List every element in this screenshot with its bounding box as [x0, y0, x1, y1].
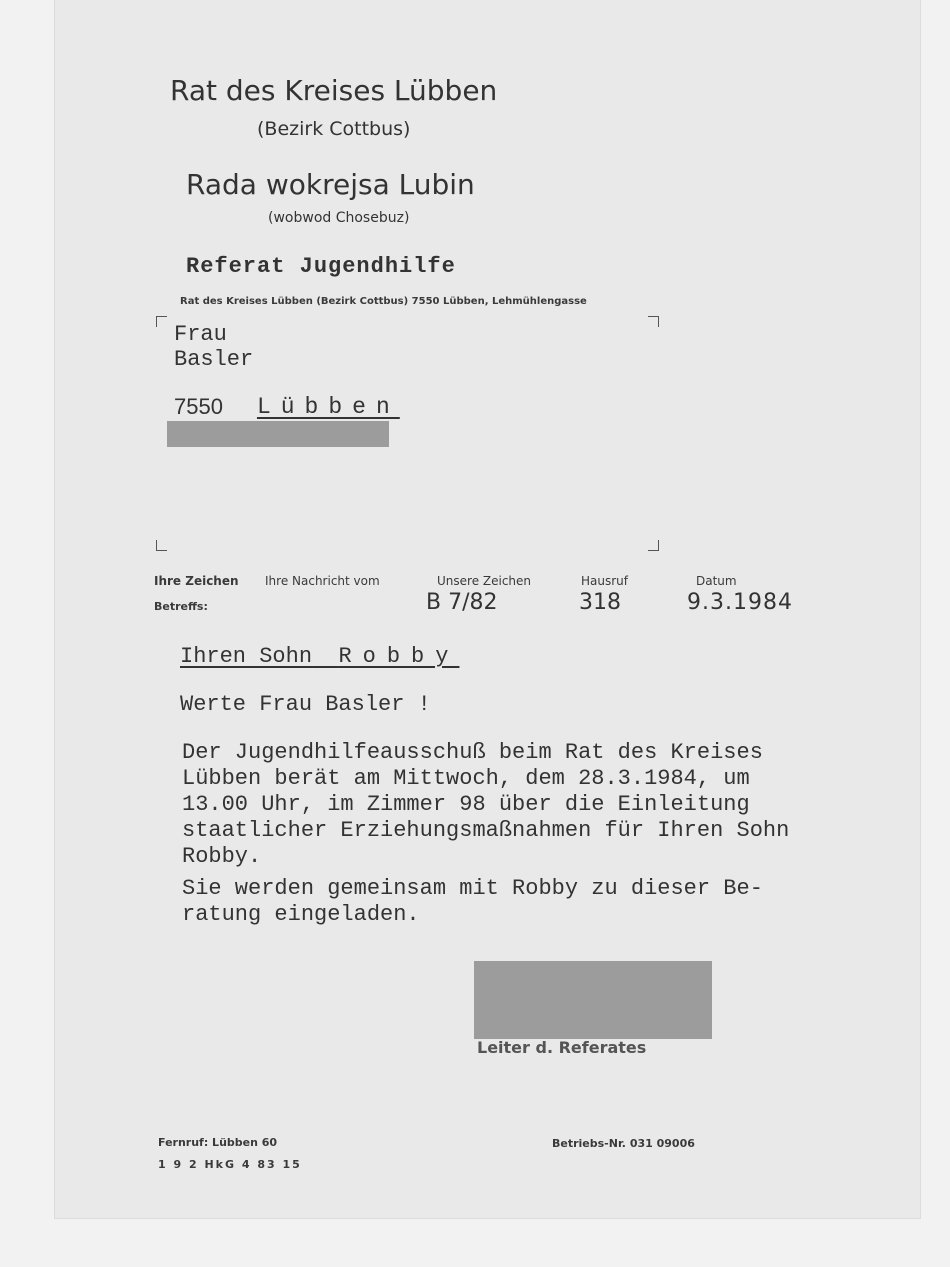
- subject-plain: Ihren Sohn: [180, 644, 313, 669]
- datum-value: 9.3.1984: [687, 590, 793, 615]
- letter-paragraph-1: [182, 740, 902, 870]
- district-sorbian: (wobwod Chosebuz): [268, 210, 410, 226]
- letter-salutation: Werte Frau Basler !: [180, 692, 431, 717]
- paragraph-line: Sie werden gemeinsam mit Robby zu dieser Be-: [182, 876, 763, 901]
- address-corner-mark: [648, 316, 659, 327]
- unsere-zeichen-value: B 7/82: [426, 590, 498, 615]
- address-corner-mark: [156, 540, 167, 551]
- recipient-city: Lübben: [256, 394, 400, 420]
- org-name-german: Rat des Kreises Lübben: [170, 74, 498, 107]
- letter-paragraph-2: [182, 876, 902, 928]
- datum-label: Datum: [696, 574, 737, 588]
- recipient-zip: 7550: [174, 394, 223, 419]
- paragraph-line: Robby.: [182, 844, 262, 869]
- footer-betriebs-nr: Betriebs-Nr. 031 09006: [552, 1137, 695, 1150]
- paragraph-line: staatlicher Erziehungsmaßnahmen für Ihren Sohn: [182, 818, 790, 843]
- redacted-signature: [474, 961, 712, 1039]
- ihre-nachricht-label: Ihre Nachricht vom: [265, 574, 380, 588]
- sender-address-line: Rat des Kreises Lübben (Bezirk Cottbus) 7550 Lübben, Lehmühlengasse: [180, 296, 587, 307]
- letter-subject: [180, 644, 459, 669]
- ihre-zeichen-label: Ihre Zeichen: [154, 574, 239, 588]
- recipient-name: Basler: [174, 347, 254, 372]
- footer-code: 1 9 2 HkG 4 83 15: [158, 1158, 302, 1171]
- recipient-salutation: Frau: [174, 322, 227, 347]
- hausruf-label: Hausruf: [581, 574, 628, 588]
- paragraph-line: Der Jugendhilfeausschuß beim Rat des Kreises: [182, 740, 763, 765]
- recipient-city-line: [174, 394, 400, 420]
- paragraph-line: ratung eingeladen.: [182, 902, 420, 927]
- address-corner-mark: [156, 316, 167, 327]
- redacted-address: [167, 421, 389, 447]
- hausruf-value: 318: [579, 590, 621, 615]
- department-title: Referat Jugendhilfe: [186, 254, 456, 279]
- district-german: (Bezirk Cottbus): [257, 118, 411, 140]
- paragraph-line: Lübben berät am Mittwoch, dem 28.3.1984, um: [182, 766, 750, 791]
- signature-title: Leiter d. Referates: [477, 1038, 647, 1057]
- unsere-zeichen-label: Unsere Zeichen: [437, 574, 532, 588]
- betreff-label: Betreffs:: [154, 600, 208, 613]
- address-corner-mark: [648, 540, 659, 551]
- paragraph-line: 13.00 Uhr, im Zimmer 98 über die Einleitung: [182, 792, 750, 817]
- subject-spaced: Robby: [338, 644, 460, 669]
- footer-phone: Fernruf: Lübben 60: [158, 1136, 278, 1149]
- org-name-sorbian: Rada wokrejsa Lubin: [186, 168, 475, 201]
